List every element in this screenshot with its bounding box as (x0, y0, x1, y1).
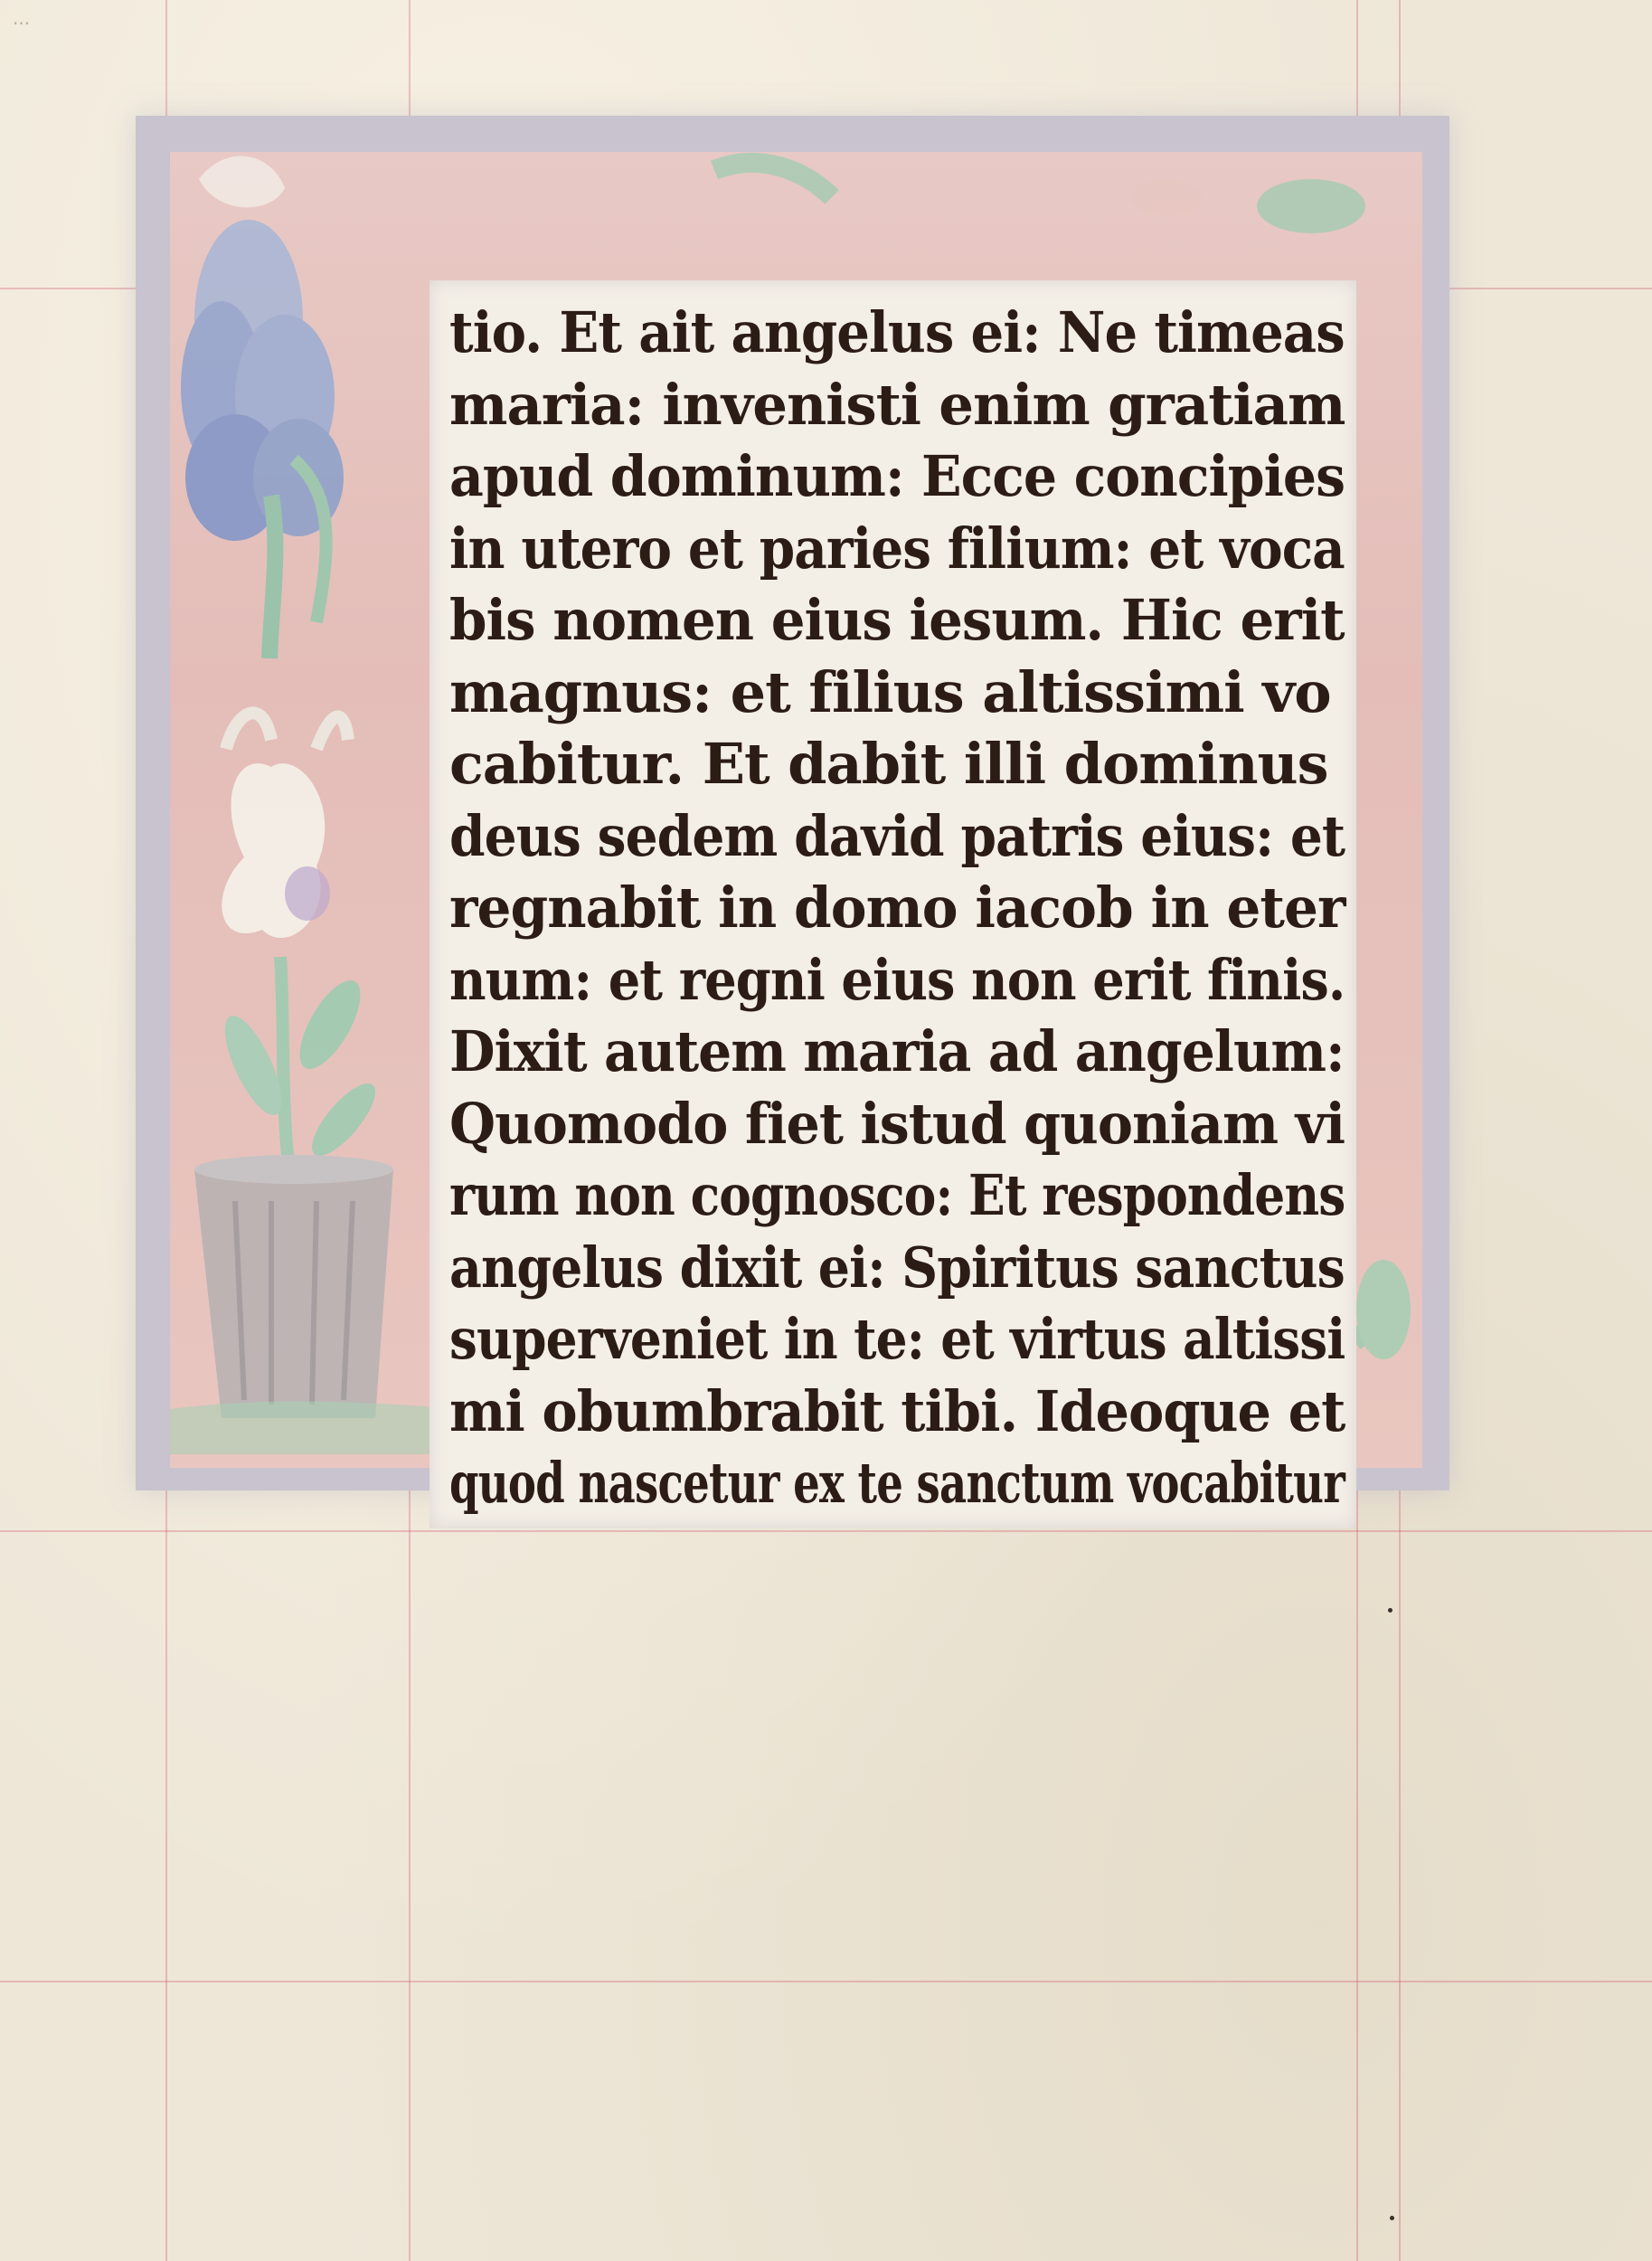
text-line: cabitur. Et dabit illi dominus (449, 731, 1328, 797)
folio-number: ... (13, 7, 31, 29)
text-line: deus sedem david patris eius: et (449, 802, 1345, 869)
text-line: bis nomen eius iesum. Hic erit (449, 587, 1345, 653)
text-line: rum non cognosco: Et respondens (449, 1162, 1345, 1228)
text-line: regnabit in domo iacob in eter (449, 875, 1345, 941)
ruling-line (0, 1530, 1652, 1532)
top-border-leaves-icon (714, 163, 1365, 233)
lily-flower-icon (214, 713, 385, 1174)
text-line: num: et regni eius non erit finis. (449, 946, 1345, 1013)
text-line: superveniet in te: et virtus altissi (449, 1306, 1345, 1372)
flower-bud-icon (199, 156, 285, 208)
text-line: angelus dixit ei: Spiritus sanctus (449, 1234, 1345, 1301)
text-line: quod nascetur ex te sanctum vocabitur (449, 1450, 1345, 1516)
vase-icon (194, 1155, 393, 1418)
text-line: mi obumbrabit tibi. Ideoque et (449, 1377, 1345, 1444)
text-line: tio. Et ait angelus ei: Ne timeas (449, 299, 1345, 365)
text-line: maria: invenisti enim gratiam (449, 371, 1345, 438)
text-block (430, 280, 1356, 1528)
text-line: apud dominum: Ecce concipies (449, 443, 1345, 509)
text-line: magnus: et filius altissimi vo (449, 658, 1331, 725)
text-column (449, 297, 1345, 1519)
text-line: Dixit autem maria ad angelum: (449, 1018, 1345, 1084)
ruling-line (0, 1981, 1652, 1982)
iris-flower-icon (181, 220, 344, 658)
ink-speck (1388, 1608, 1392, 1613)
ink-speck (1390, 2216, 1394, 2220)
text-line: Quomodo fiet istud quoniam vi (449, 1090, 1345, 1157)
text-line: in utero et paries filium: et voca (449, 515, 1345, 582)
